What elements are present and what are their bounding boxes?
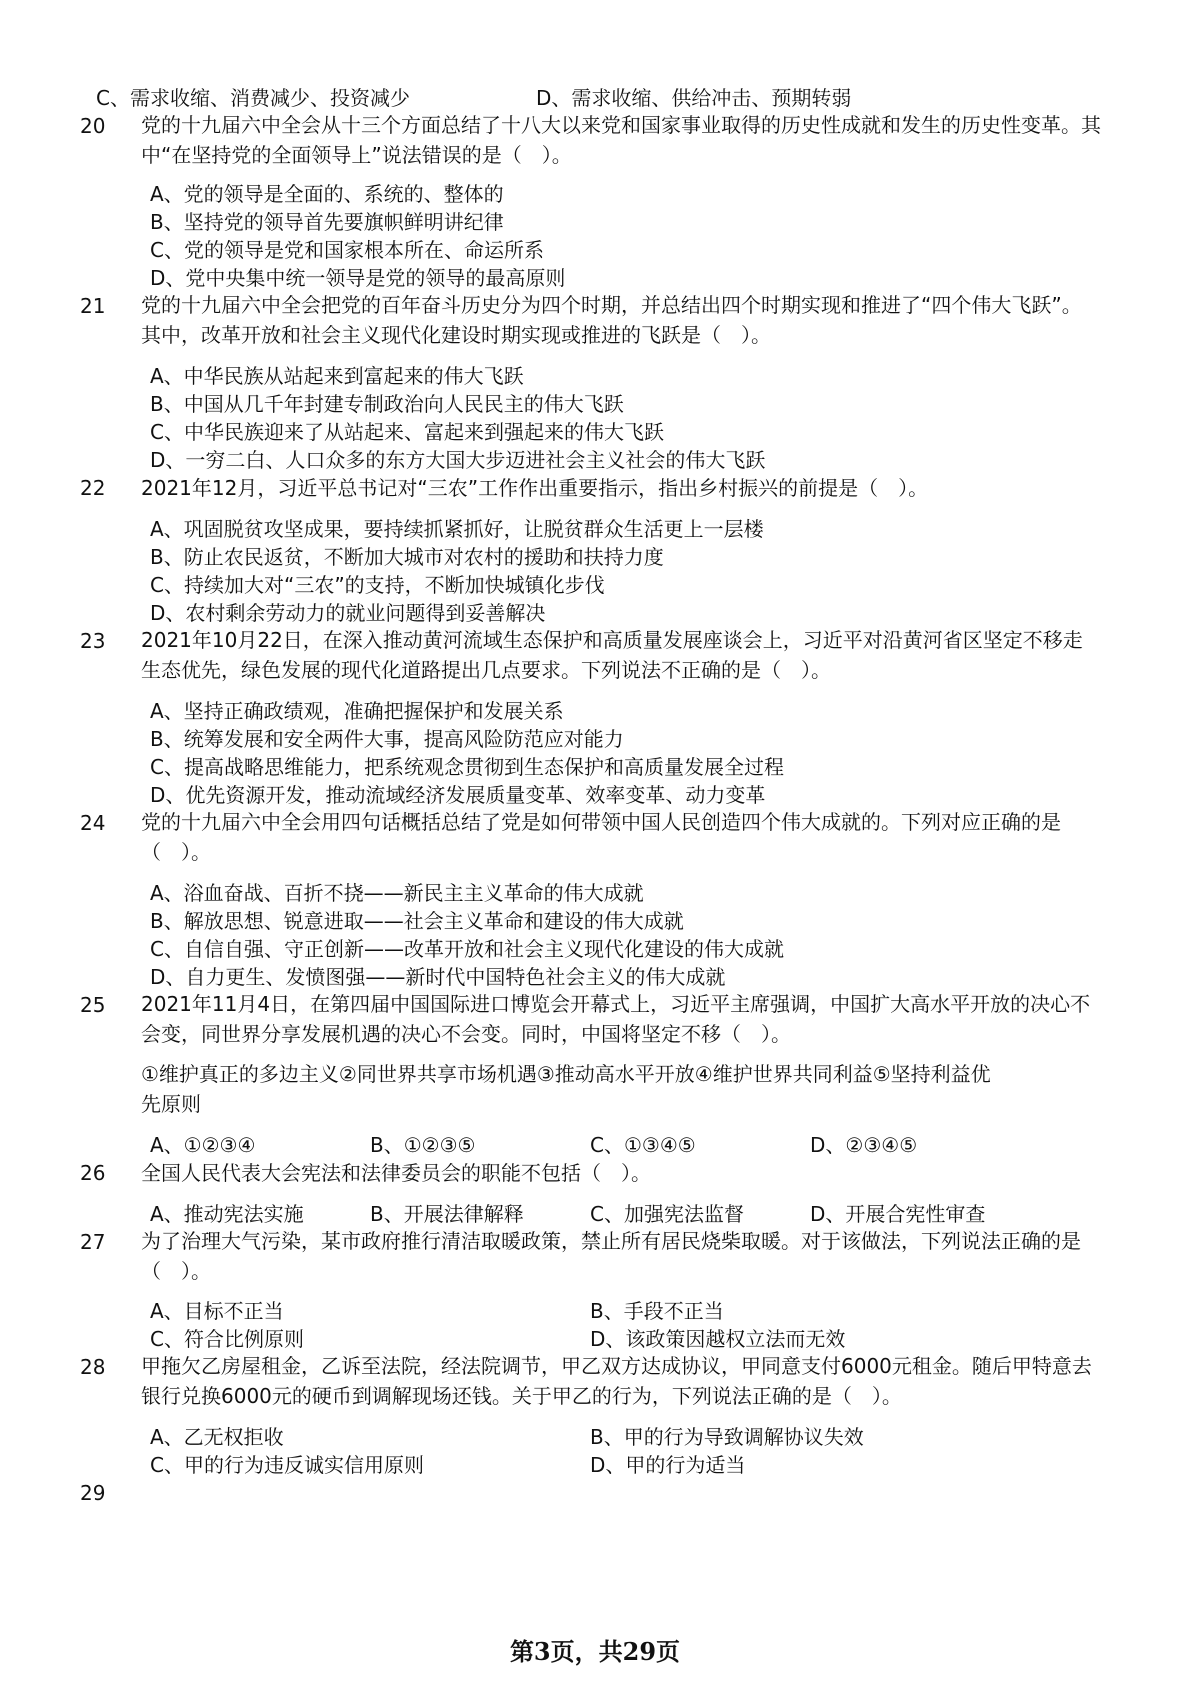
question-stem: 2021年10月22日，在深入推动黄河流域生态保护和高质量发展座谈会上，习近平对沿黄河省区坚定不移走生态优先，绿色发展的现代化道路提出几点要求。下列说法不正确的是（ ）。 [141,628,1083,682]
option-b: B、开展法律解释 [370,1202,524,1226]
option-b: B、统筹发展和安全两件大事，提高风险防范应对能力 [150,727,624,751]
question-number: 22 [80,476,106,500]
question-29-number: 29 [80,1481,106,1505]
option-b: B、解放思想、锐意进取——社会主义革命和建设的伟大成就 [150,909,684,933]
question-number: 26 [80,1161,106,1185]
option-c: C、①③④⑤ [590,1133,696,1157]
option-c: C、加强宪法监督 [590,1202,744,1226]
option-d: D、甲的行为适当 [590,1453,746,1477]
question-stem: 党的十九届六中全会用四句话概括总结了党是如何带领中国人民创造四个伟大成就的。下列对应正确的是（ ）。 [141,810,1061,864]
question-number: 28 [80,1355,106,1379]
option-a: A、浴血奋战、百折不挠——新民主主义革命的伟大成就 [150,881,644,905]
option-b: B、中国从几千年封建专制政治向人民民主的伟大飞跃 [150,392,624,416]
question-number: 21 [80,294,106,318]
statement-list: ①维护真正的多边主义②同世界共享市场机遇③推动高水平开放④维护世界共同利益⑤坚持利益优先原则 [141,1062,991,1116]
option-c: C、符合比例原则 [150,1327,304,1351]
option-a: A、党的领导是全面的、系统的、整体的 [150,182,504,206]
option-c: C、持续加大对“三农”的支持，不断加快城镇化步伐 [150,573,605,597]
option-d: D、该政策因越权立法而无效 [590,1327,846,1351]
option-c: C、需求收缩、消费减少、投资减少 [96,86,410,110]
option-c: C、中华民族迎来了从站起来、富起来到强起来的伟大飞跃 [150,420,664,444]
option-a: A、坚持正确政绩观，准确把握保护和发展关系 [150,699,564,723]
option-c: C、甲的行为违反诚实信用原则 [150,1453,424,1477]
option-b: B、①②③⑤ [370,1133,476,1157]
option-a: A、中华民族从站起来到富起来的伟大飞跃 [150,364,524,388]
question-number: 23 [80,629,106,653]
option-d: D、需求收缩、供给冲击、预期转弱 [536,86,852,110]
question-stem: 为了治理大气污染，某市政府推行清洁取暖政策，禁止所有居民烧柴取暖。对于该做法，下列说法正确的是（ ）。 [141,1229,1081,1283]
question-stem: 甲拖欠乙房屋租金，乙诉至法院，经法院调节，甲乙双方达成协议，甲同意支付6000元租金。随后甲特意去银行兑换6000元的硬币到调解现场还钱。关于甲乙的行为，下列说法正确的是（ ）。 [141,1354,1092,1408]
question-number: 24 [80,811,106,835]
option-a: A、巩固脱贫攻坚成果，要持续抓紧抓好，让脱贫群众生活更上一层楼 [150,517,764,541]
option-d: D、党中央集中统一领导是党的领导的最高原则 [150,266,566,290]
question-number: 27 [80,1230,106,1254]
option-d: D、开展合宪性审查 [810,1202,986,1226]
option-b: B、手段不正当 [590,1299,724,1323]
page-footer: 第3页，共29页 [509,1637,681,1666]
option-b: B、防止农民返贫，不断加大城市对农村的援助和扶持力度 [150,545,664,569]
question-stem: 全国人民代表大会宪法和法律委员会的职能不包括（ ）。 [141,1161,651,1185]
question-stem: 党的十九届六中全会从十三个方面总结了十八大以来党和国家事业取得的历史性成就和发生的历史性变革。其中“在坚持党的全面领导上”说法错误的是（ ）。 [141,113,1101,167]
option-a: A、推动宪法实施 [150,1202,304,1226]
question-stem: 党的十九届六中全会把党的百年奋斗历史分为四个时期，并总结出四个时期实现和推进了“四个伟大飞跃”。其中，改革开放和社会主义现代化建设时期实现或推进的飞跃是（ ）。 [141,293,1082,347]
question-number: 25 [80,993,106,1017]
option-a: A、①②③④ [150,1133,256,1157]
option-d: D、优先资源开发，推动流域经济发展质量变革、效率变革、动力变革 [150,783,766,807]
option-c: C、提高战略思维能力，把系统观念贯彻到生态保护和高质量发展全过程 [150,755,784,779]
option-c: C、自信自强、守正创新——改革开放和社会主义现代化建设的伟大成就 [150,937,784,961]
question-stem: 2021年11月4日，在第四届中国国际进口博览会开幕式上，习近平主席强调，中国扩大高水平开放的决心不会变，同世界分享发展机遇的决心不会变。同时，中国将坚定不移（ ）。 [141,992,1091,1046]
option-d: D、一穷二白、人口众多的东方大国大步迈进社会主义社会的伟大飞跃 [150,448,766,472]
question-stem: 2021年12月，习近平总书记对“三农”工作作出重要指示，指出乡村振兴的前提是（ ）。 [141,476,929,500]
option-d: D、②③④⑤ [810,1133,918,1157]
option-d: D、农村剩余劳动力的就业问题得到妥善解决 [150,601,546,625]
option-a: A、乙无权拒收 [150,1425,284,1449]
option-c: C、党的领导是党和国家根本所在、命运所系 [150,238,544,262]
option-b: B、坚持党的领导首先要旗帜鲜明讲纪律 [150,210,504,234]
option-a: A、目标不正当 [150,1299,284,1323]
question-number: 20 [80,114,106,138]
option-b: B、甲的行为导致调解协议失效 [590,1425,864,1449]
option-d: D、自力更生、发愤图强——新时代中国特色社会主义的伟大成就 [150,965,726,989]
